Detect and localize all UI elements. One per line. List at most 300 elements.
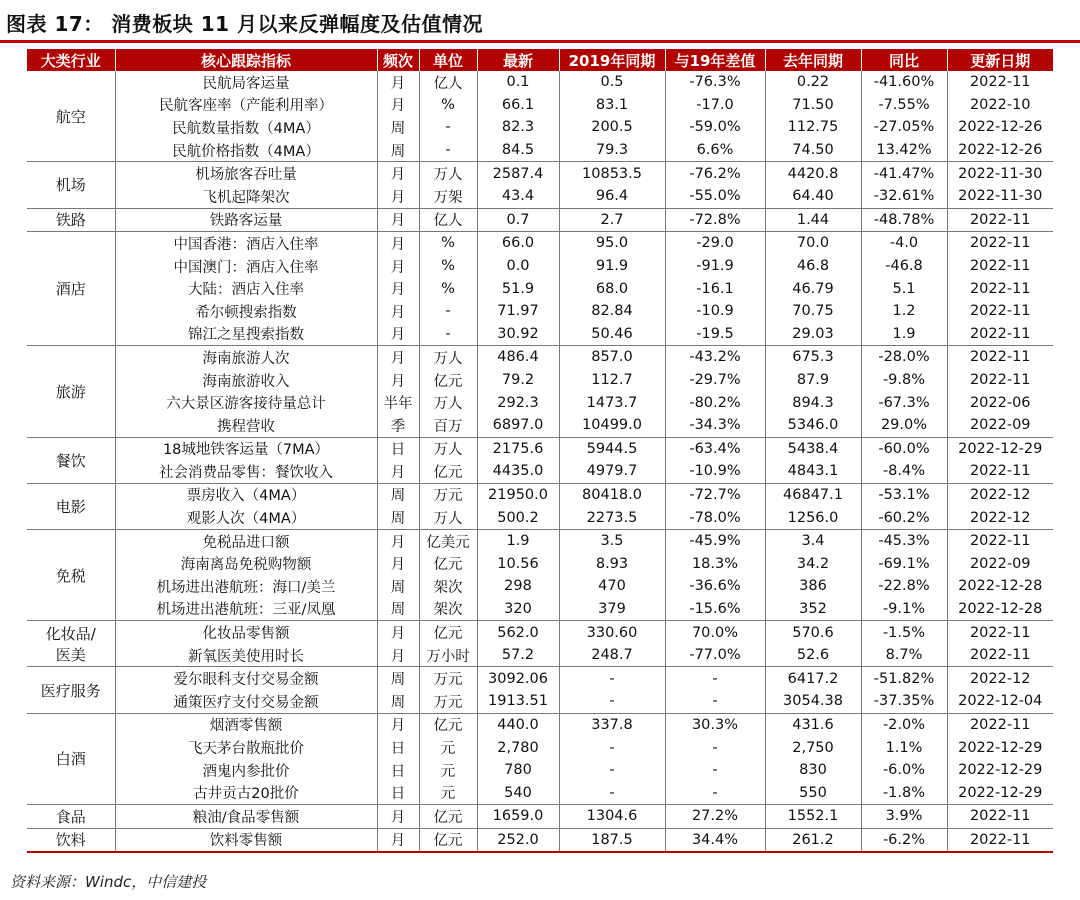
unit-cell: 百万: [419, 414, 477, 437]
frequency-cell: 月: [377, 552, 419, 575]
table-row: [27, 437, 1053, 460]
unit-cell: -: [419, 300, 477, 323]
unit-cell: -: [419, 139, 477, 162]
unit-cell: %: [419, 277, 477, 300]
category-cell: 白酒: [27, 713, 115, 804]
table-row: [27, 323, 1053, 346]
yoy-cell: -32.61%: [861, 185, 947, 208]
same-period-2019-cell: 91.9: [559, 255, 665, 278]
indicator-cell: 海南离岛免税购物额: [115, 552, 377, 575]
unit-cell: 万人: [419, 391, 477, 414]
last-year-cell: 1.44: [765, 208, 861, 232]
indicator-cell: 希尔顿搜索指数: [115, 300, 377, 323]
frequency-cell: 月: [377, 162, 419, 185]
indicator-cell: 机场进出港航班：三亚/凤凰: [115, 598, 377, 621]
yoy-cell: -51.82%: [861, 667, 947, 690]
update-date-cell: 2022-10: [969, 96, 1031, 113]
table-row: [27, 94, 1053, 117]
unit-cell: 架次: [419, 598, 477, 621]
title-bar: [0, 0, 1080, 44]
frequency-cell: 周: [377, 506, 419, 529]
latest-cell: 298: [477, 575, 559, 598]
update-date-cell: 2022-11: [969, 716, 1031, 733]
update-date-cell: 2022-12-26: [958, 119, 1043, 136]
diff-vs-2019-cell: -19.5: [665, 323, 765, 346]
same-period-2019-cell: 82.84: [559, 300, 665, 323]
unit-cell: 万架: [419, 185, 477, 208]
update-date-cell: 2022-12-28: [947, 598, 1053, 621]
diff-vs-2019-cell: 30.3%: [665, 713, 765, 736]
table-row: [27, 277, 1053, 300]
column-header: 大类行业: [27, 49, 115, 71]
update-date-cell: 2022-12-04: [947, 690, 1053, 713]
same-period-2019-cell: 3.5: [559, 529, 665, 552]
diff-vs-2019-cell: -43.2%: [665, 346, 765, 369]
same-period-2019-cell: 337.8: [559, 713, 665, 736]
latest-cell: 6897.0: [477, 414, 559, 437]
same-period-2019-cell: 330.60: [559, 621, 665, 644]
last-year-cell: 71.50: [765, 94, 861, 117]
diff-vs-2019-cell: -15.6%: [665, 598, 765, 621]
latest-cell: 84.5: [477, 139, 559, 162]
diff-vs-2019-cell: -55.0%: [665, 185, 765, 208]
latest-cell: 780: [477, 759, 559, 782]
update-date-cell: 2022-12: [947, 506, 1053, 529]
yoy-cell: -7.55%: [861, 94, 947, 117]
diff-vs-2019-cell: -77.0%: [665, 644, 765, 667]
indicator-cell: 携程营收: [115, 414, 377, 437]
latest-cell: 2175.6: [477, 437, 559, 460]
indicator-cell: 海南旅游收入: [115, 369, 377, 392]
table-row: [27, 552, 1053, 575]
indicator-cell: 酒鬼内参批价: [115, 759, 377, 782]
diff-vs-2019-cell: 6.6%: [665, 139, 765, 162]
table-body: [27, 71, 1053, 852]
table-row: [27, 506, 1053, 529]
frequency-cell: 月: [377, 529, 419, 552]
frequency-cell: 日: [377, 736, 419, 759]
last-year-cell: 64.40: [765, 185, 861, 208]
latest-cell: 1659.0: [477, 805, 559, 829]
update-date-cell: 2022-06: [969, 394, 1031, 411]
diff-vs-2019-cell: -29.0: [665, 232, 765, 255]
latest-cell: 2,780: [477, 736, 559, 759]
table-row: [27, 529, 1053, 552]
last-year-cell: 830: [765, 759, 861, 782]
table-row: [27, 460, 1053, 483]
yoy-cell: -67.3%: [861, 391, 947, 414]
diff-vs-2019-cell: -10.9: [665, 300, 765, 323]
last-year-cell: 34.2: [765, 552, 861, 575]
unit-cell: 万人: [419, 506, 477, 529]
diff-vs-2019-cell: 27.2%: [665, 805, 765, 829]
last-year-cell: 46.79: [765, 277, 861, 300]
latest-cell: 71.97: [477, 300, 559, 323]
latest-cell: 4435.0: [477, 460, 559, 483]
yoy-cell: -6.0%: [861, 759, 947, 782]
table-row: [27, 598, 1053, 621]
last-year-cell: 70.75: [765, 300, 861, 323]
update-date-cell: 2022-11: [947, 828, 1053, 852]
yoy-cell: -9.1%: [861, 598, 947, 621]
unit-cell: 元: [419, 759, 477, 782]
indicator-cell: 海南旅游人次: [115, 346, 377, 369]
unit-cell: 亿元: [419, 460, 477, 483]
diff-vs-2019-cell: -72.8%: [665, 208, 765, 232]
same-period-2019-cell: 79.3: [559, 139, 665, 162]
frequency-cell: 月: [377, 94, 419, 117]
yoy-cell: -8.4%: [861, 460, 947, 483]
table-row: [27, 736, 1053, 759]
same-period-2019-cell: 379: [559, 598, 665, 621]
last-year-cell: 386: [765, 575, 861, 598]
table-row: [27, 346, 1053, 369]
yoy-cell: 1.1%: [861, 736, 947, 759]
latest-cell: 0.7: [477, 208, 559, 232]
update-date-cell: 2022-09: [947, 414, 1053, 437]
frequency-cell: 日: [377, 759, 419, 782]
frequency-cell: 月: [377, 369, 419, 392]
table-row: [27, 805, 1053, 829]
frequency-cell: 周: [377, 139, 419, 162]
yoy-cell: -22.8%: [861, 575, 947, 598]
same-period-2019-cell: 10499.0: [559, 414, 665, 437]
diff-vs-2019-cell: -17.0: [665, 94, 765, 117]
frequency-cell: 月: [377, 460, 419, 483]
indicator-cell: 机场旅客吞吐量: [115, 162, 377, 185]
indicator-cell: 飞机起降架次: [115, 185, 377, 208]
update-date-cell: 2022-11: [947, 460, 1053, 483]
yoy-cell: -69.1%: [861, 552, 947, 575]
same-period-2019-cell: -: [559, 759, 665, 782]
yoy-cell: -46.8: [861, 255, 947, 278]
frequency-cell: 月: [377, 323, 419, 346]
indicator-cell: 中国香港：酒店入住率: [115, 232, 377, 255]
unit-cell: 万人: [419, 437, 477, 460]
last-year-cell: 74.50: [765, 139, 861, 162]
last-year-cell: 550: [765, 781, 861, 804]
column-header: 核心跟踪指标: [115, 49, 377, 71]
table-row: [27, 185, 1053, 208]
update-date-cell: 2022-11: [969, 624, 1031, 641]
column-header: 2019年同期: [559, 49, 665, 71]
diff-vs-2019-cell: -36.6%: [665, 575, 765, 598]
table-row: [27, 713, 1053, 736]
indicator-cell: 化妆品零售额: [115, 621, 377, 644]
indicator-cell: 民航价格指数（4MA）: [115, 139, 377, 162]
update-date-cell: 2022-11: [969, 235, 1031, 252]
same-period-2019-cell: 95.0: [559, 232, 665, 255]
latest-cell: 30.92: [477, 323, 559, 346]
indicator-cell: 社会消费品零售：餐饮收入: [115, 460, 377, 483]
yoy-cell: 3.9%: [861, 805, 947, 829]
table-row: [27, 300, 1053, 323]
unit-cell: 万人: [419, 162, 477, 185]
category-cell: 铁路: [27, 208, 115, 232]
diff-vs-2019-cell: -59.0%: [665, 116, 765, 139]
yoy-cell: -53.1%: [861, 483, 947, 506]
diff-vs-2019-cell: -29.7%: [665, 369, 765, 392]
category-cell: 航空: [27, 71, 115, 162]
same-period-2019-cell: 8.93: [559, 552, 665, 575]
table-row: [27, 255, 1053, 278]
latest-cell: 486.4: [477, 346, 559, 369]
table-row: [27, 369, 1053, 392]
indicator-cell: 粮油/食品零售额: [115, 805, 377, 829]
yoy-cell: -4.0: [861, 232, 947, 255]
indicator-cell: 爱尔眼科支付交易金额: [115, 667, 377, 690]
frequency-cell: 周: [377, 690, 419, 713]
diff-vs-2019-cell: -: [665, 667, 765, 690]
same-period-2019-cell: 10853.5: [559, 162, 665, 185]
yoy-cell: -45.3%: [861, 529, 947, 552]
title-divider: [0, 40, 1080, 43]
latest-cell: 82.3: [477, 116, 559, 139]
diff-vs-2019-cell: -91.9: [665, 255, 765, 278]
table-row: [27, 483, 1053, 506]
frequency-cell: 月: [377, 644, 419, 667]
update-date-cell: 2022-12-29: [958, 762, 1043, 779]
diff-vs-2019-cell: -63.4%: [665, 437, 765, 460]
same-period-2019-cell: 0.5: [559, 71, 665, 94]
last-year-cell: 3.4: [765, 529, 861, 552]
diff-vs-2019-cell: -45.9%: [665, 529, 765, 552]
latest-cell: 57.2: [477, 644, 559, 667]
latest-cell: 440.0: [477, 713, 559, 736]
unit-cell: %: [419, 232, 477, 255]
yoy-cell: 8.7%: [861, 644, 947, 667]
last-year-cell: 431.6: [765, 713, 861, 736]
update-date-cell: 2022-11-30: [947, 185, 1053, 208]
frequency-cell: 周: [377, 483, 419, 506]
same-period-2019-cell: 857.0: [559, 346, 665, 369]
table-row: [27, 116, 1053, 139]
last-year-cell: 46.8: [765, 255, 861, 278]
latest-cell: 562.0: [477, 621, 559, 644]
diff-vs-2019-cell: -: [665, 781, 765, 804]
same-period-2019-cell: 50.46: [559, 323, 665, 346]
latest-cell: 66.0: [477, 232, 559, 255]
same-period-2019-cell: 1473.7: [559, 391, 665, 414]
update-date-cell: 2022-12: [969, 670, 1031, 687]
category-cell: 饮料: [27, 828, 115, 852]
update-date-cell: 2022-11: [947, 644, 1053, 667]
category-cell: 医疗服务: [27, 667, 115, 713]
latest-cell: 1913.51: [477, 690, 559, 713]
latest-cell: 0.1: [477, 71, 559, 94]
last-year-cell: 5346.0: [765, 414, 861, 437]
update-date-cell: 2022-12-26: [947, 139, 1053, 162]
diff-vs-2019-cell: -76.3%: [665, 71, 765, 94]
category-cell: 机场: [27, 162, 115, 208]
table-row: [27, 71, 1053, 94]
yoy-cell: -27.05%: [861, 116, 947, 139]
yoy-cell: 5.1: [861, 277, 947, 300]
frequency-cell: 月: [377, 208, 419, 232]
column-header: 与19年差值: [665, 49, 765, 71]
yoy-cell: 1.9: [861, 323, 947, 346]
yoy-cell: -9.8%: [861, 369, 947, 392]
same-period-2019-cell: 2273.5: [559, 506, 665, 529]
last-year-cell: 112.75: [765, 116, 861, 139]
last-year-cell: 0.22: [765, 71, 861, 94]
same-period-2019-cell: 5944.5: [559, 437, 665, 460]
frequency-cell: 月: [377, 346, 419, 369]
diff-vs-2019-cell: -: [665, 759, 765, 782]
unit-cell: 万元: [419, 483, 477, 506]
frequency-cell: 月: [377, 232, 419, 255]
unit-cell: %: [419, 255, 477, 278]
unit-cell: 亿元: [419, 828, 477, 852]
frequency-cell: 周: [377, 116, 419, 139]
table-row: [27, 781, 1053, 804]
data-table-container: [27, 49, 1053, 853]
latest-cell: 51.9: [477, 277, 559, 300]
indicator-cell: 民航客座率（产能利用率）: [115, 94, 377, 117]
same-period-2019-cell: 4979.7: [559, 460, 665, 483]
diff-vs-2019-cell: 70.0%: [665, 621, 765, 644]
yoy-cell: -37.35%: [861, 690, 947, 713]
table-row: [27, 828, 1053, 852]
diff-vs-2019-cell: -34.3%: [665, 414, 765, 437]
figure-title: 图表 17： 消费板块 11 月以来反弹幅度及估值情况: [6, 12, 484, 36]
unit-cell: 亿元: [419, 552, 477, 575]
update-date-cell: 2022-11: [969, 533, 1031, 550]
update-date-cell: 2022-11: [969, 280, 1031, 297]
table-row: [27, 139, 1053, 162]
frequency-cell: 月: [377, 277, 419, 300]
indicator-cell: 民航局客运量: [115, 71, 377, 94]
unit-cell: 架次: [419, 575, 477, 598]
unit-cell: -: [419, 323, 477, 346]
same-period-2019-cell: 68.0: [559, 277, 665, 300]
column-header: 同比: [861, 49, 947, 71]
frequency-cell: 半年: [377, 391, 419, 414]
category-cell: 免税: [27, 529, 115, 620]
latest-cell: 1.9: [477, 529, 559, 552]
table-row: [27, 232, 1053, 255]
unit-cell: %: [419, 94, 477, 117]
update-date-cell: 2022-11: [969, 349, 1031, 366]
table-row: [27, 575, 1053, 598]
unit-cell: 亿元: [419, 713, 477, 736]
category-cell: 食品: [27, 805, 115, 829]
indicator-cell: 中国澳门：酒店入住率: [115, 255, 377, 278]
table-row: [27, 667, 1053, 690]
frequency-cell: 月: [377, 713, 419, 736]
last-year-cell: 1552.1: [765, 805, 861, 829]
category-cell: 化妆品/ 医美: [27, 621, 115, 667]
yoy-cell: -1.5%: [861, 621, 947, 644]
diff-vs-2019-cell: -: [665, 736, 765, 759]
column-header: 频次: [377, 49, 419, 71]
column-header: 单位: [419, 49, 477, 71]
same-period-2019-cell: 187.5: [559, 828, 665, 852]
unit-cell: 亿人: [419, 71, 477, 94]
column-header: 更新日期: [947, 49, 1053, 71]
indicator-cell: 铁路客运量: [115, 208, 377, 232]
same-period-2019-cell: 80418.0: [559, 483, 665, 506]
category-cell: 餐饮: [27, 437, 115, 483]
frequency-cell: 日: [377, 781, 419, 804]
last-year-cell: 570.6: [765, 621, 861, 644]
same-period-2019-cell: 83.1: [559, 94, 665, 117]
latest-cell: 292.3: [477, 391, 559, 414]
same-period-2019-cell: 248.7: [559, 644, 665, 667]
table-row: [27, 208, 1053, 232]
latest-cell: 66.1: [477, 94, 559, 117]
latest-cell: 0.0: [477, 255, 559, 278]
table-row: [27, 414, 1053, 437]
latest-cell: 43.4: [477, 185, 559, 208]
same-period-2019-cell: -: [559, 736, 665, 759]
last-year-cell: 675.3: [765, 346, 861, 369]
latest-cell: 252.0: [477, 828, 559, 852]
unit-cell: 万小时: [419, 644, 477, 667]
indicator-cell: 大陆：酒店入住率: [115, 277, 377, 300]
update-date-cell: 2022-11: [969, 258, 1031, 275]
table-row: [27, 391, 1053, 414]
table-row: [27, 621, 1053, 644]
yoy-cell: -41.60%: [861, 71, 947, 94]
last-year-cell: 894.3: [765, 391, 861, 414]
same-period-2019-cell: 200.5: [559, 116, 665, 139]
yoy-cell: -28.0%: [861, 346, 947, 369]
last-year-cell: 52.6: [765, 644, 861, 667]
update-date-cell: 2022-12: [969, 486, 1031, 503]
indicator-cell: 飞天茅台散瓶批价: [115, 736, 377, 759]
indicator-cell: 票房收入（4MA）: [115, 483, 377, 506]
last-year-cell: 1256.0: [765, 506, 861, 529]
yoy-cell: -41.47%: [861, 162, 947, 185]
category-cell: 电影: [27, 483, 115, 529]
diff-vs-2019-cell: -10.9%: [665, 460, 765, 483]
last-year-cell: 87.9: [765, 369, 861, 392]
consumer-sector-table: [27, 49, 1053, 853]
diff-vs-2019-cell: -: [665, 690, 765, 713]
category-cell: 酒店: [27, 232, 115, 346]
update-date-cell: 2022-12-29: [958, 440, 1043, 457]
indicator-cell: 观影人次（4MA）: [115, 506, 377, 529]
diff-vs-2019-cell: 18.3%: [665, 552, 765, 575]
indicator-cell: 机场进出港航班：海口/美兰: [115, 575, 377, 598]
header-row: [27, 49, 1053, 71]
unit-cell: 万元: [419, 690, 477, 713]
frequency-cell: 月: [377, 185, 419, 208]
diff-vs-2019-cell: -72.7%: [665, 483, 765, 506]
unit-cell: 元: [419, 736, 477, 759]
update-date-cell: 2022-11: [969, 372, 1031, 389]
unit-cell: 亿元: [419, 621, 477, 644]
latest-cell: 21950.0: [477, 483, 559, 506]
diff-vs-2019-cell: -78.0%: [665, 506, 765, 529]
update-date-cell: 2022-12-28: [958, 578, 1043, 595]
yoy-cell: 1.2: [861, 300, 947, 323]
column-header: 最新: [477, 49, 559, 71]
latest-cell: 320: [477, 598, 559, 621]
same-period-2019-cell: 1304.6: [559, 805, 665, 829]
frequency-cell: 月: [377, 828, 419, 852]
diff-vs-2019-cell: 34.4%: [665, 828, 765, 852]
last-year-cell: 6417.2: [765, 667, 861, 690]
last-year-cell: 4843.1: [765, 460, 861, 483]
indicator-cell: 六大景区游客接待量总计: [115, 391, 377, 414]
update-date-cell: 2022-09: [969, 555, 1031, 572]
source-note: 资料来源：Windc，中信建投: [10, 873, 207, 891]
frequency-cell: 周: [377, 667, 419, 690]
indicator-cell: 饮料零售额: [115, 828, 377, 852]
same-period-2019-cell: -: [559, 667, 665, 690]
